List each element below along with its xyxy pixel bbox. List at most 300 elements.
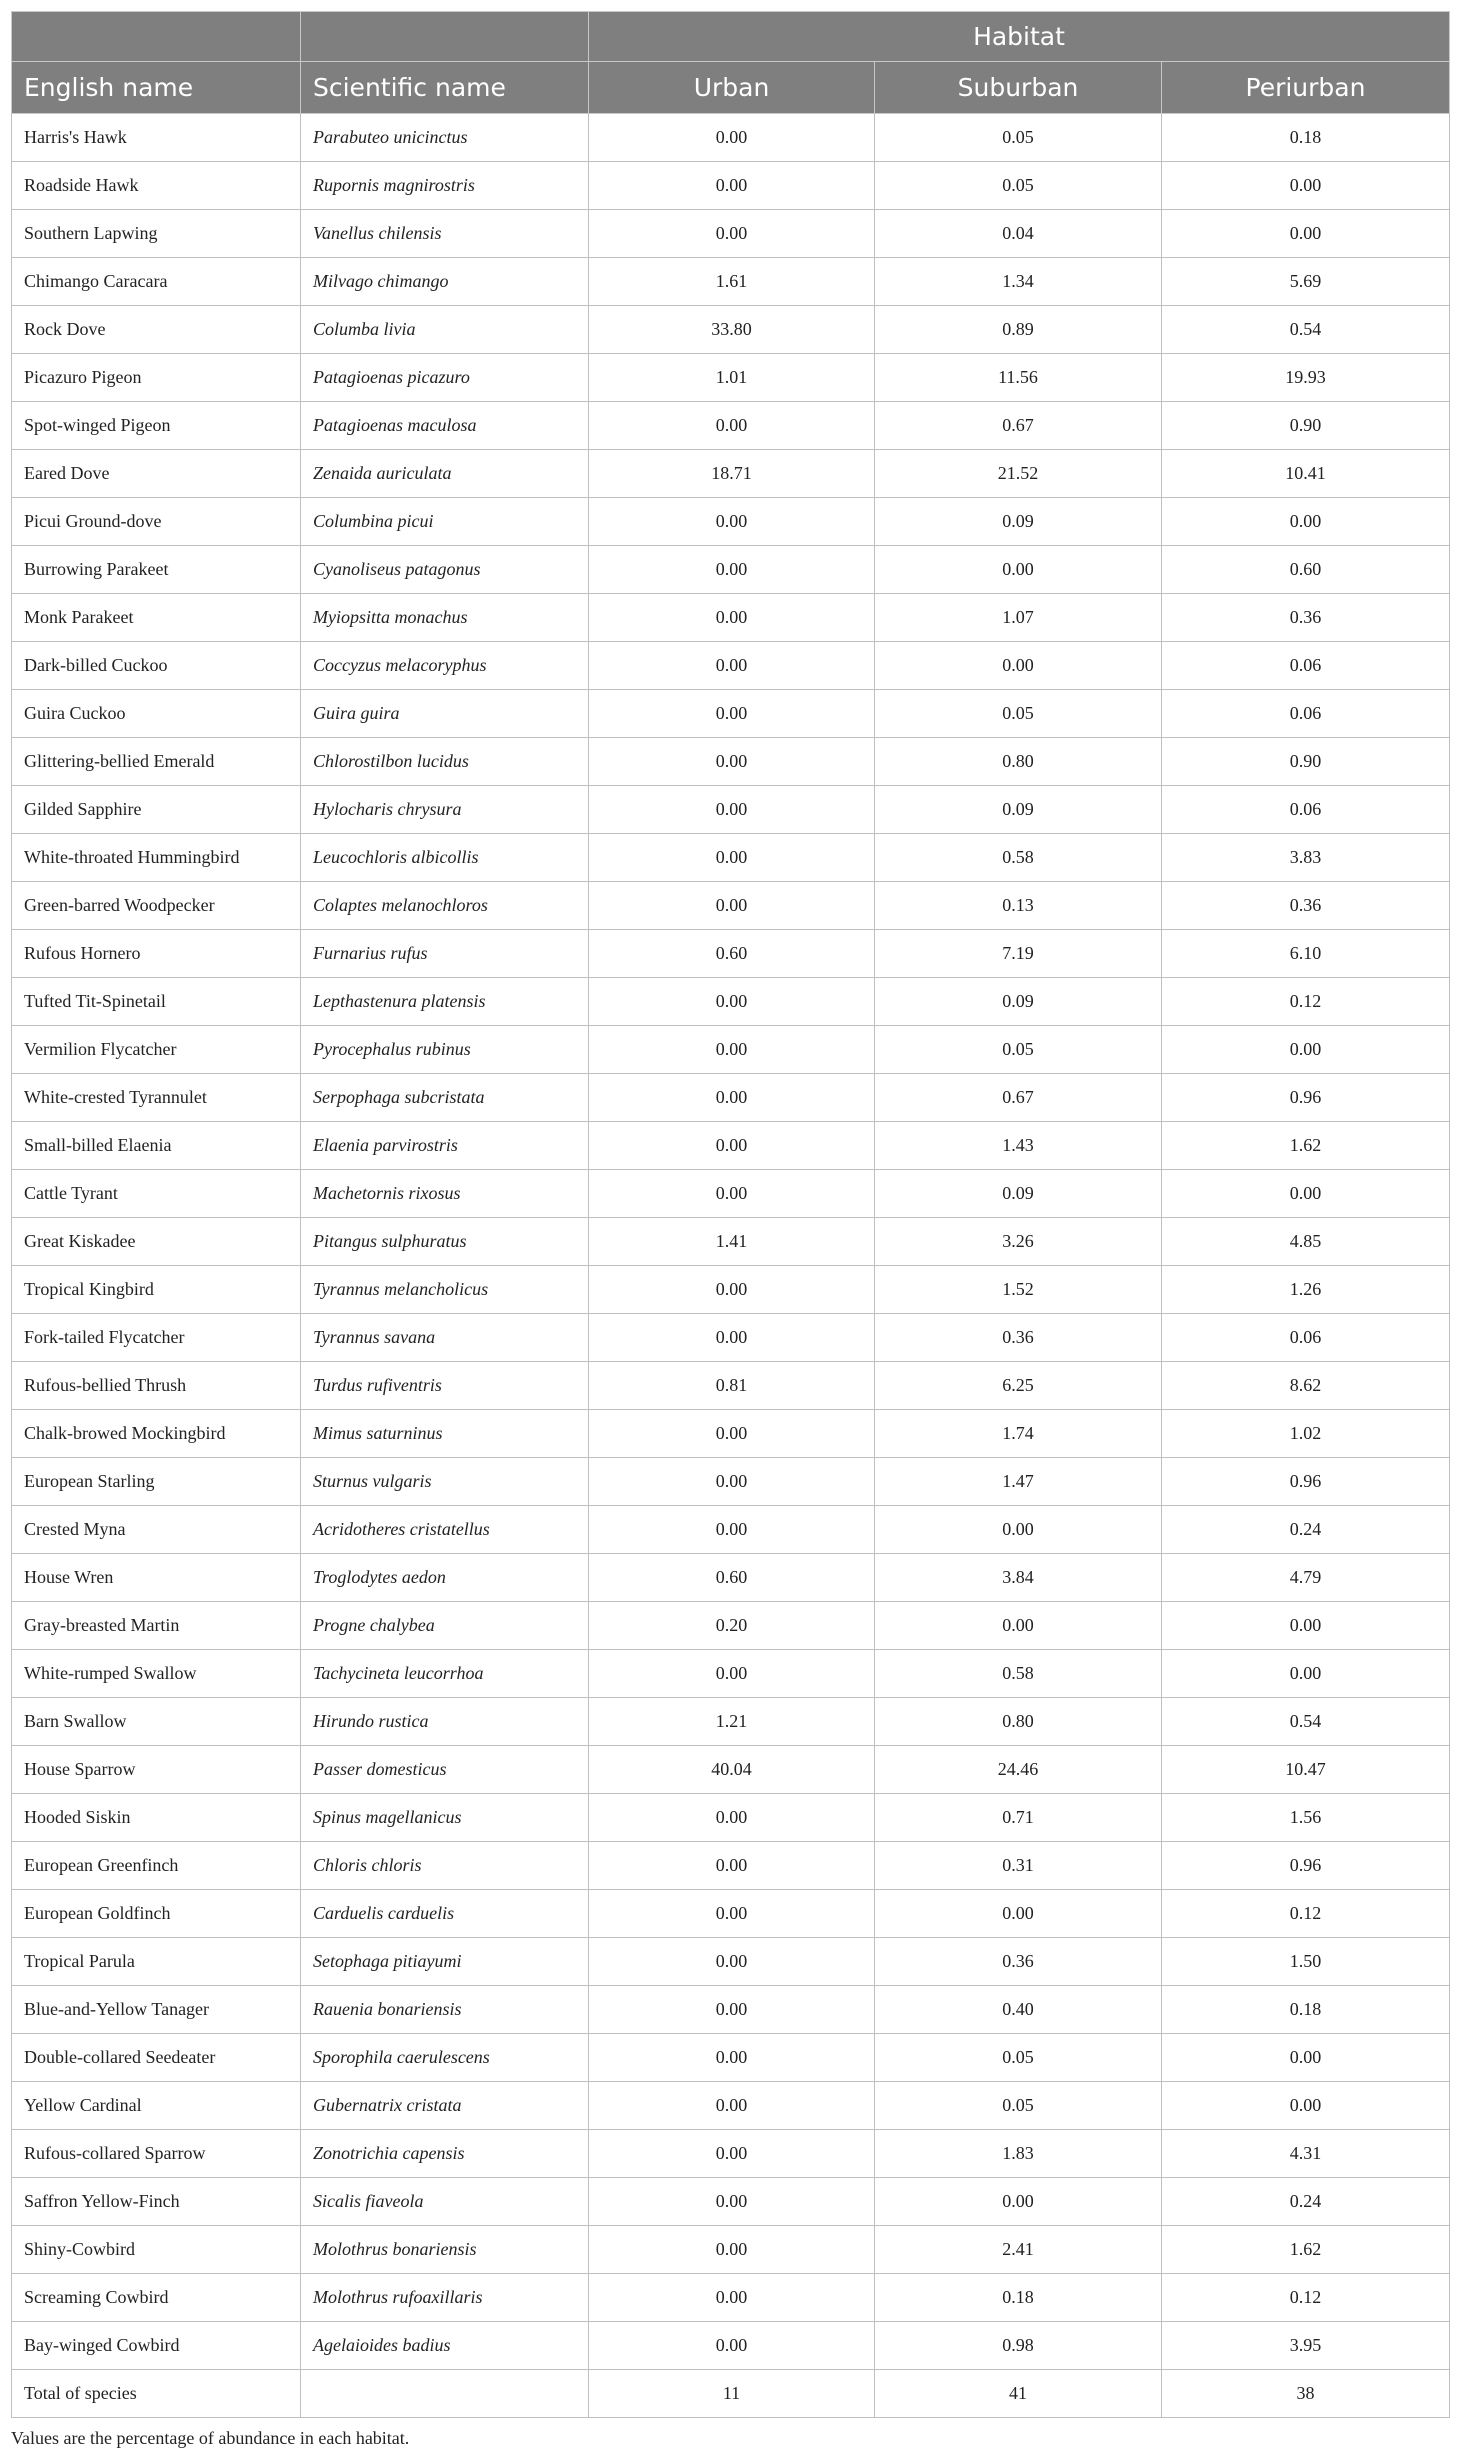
scientific-name-cell: Vanellus chilensis bbox=[301, 210, 589, 258]
urban-value-cell: 0.00 bbox=[589, 2226, 875, 2274]
english-name-cell: Hooded Siskin bbox=[12, 1794, 301, 1842]
urban-value-cell: 18.71 bbox=[589, 450, 875, 498]
table-row bbox=[12, 210, 1450, 258]
urban-value-cell: 0.00 bbox=[589, 402, 875, 450]
suburban-value-cell: 0.00 bbox=[875, 2178, 1162, 2226]
english-name-cell: Fork-tailed Flycatcher bbox=[12, 1314, 301, 1362]
periurban-value-cell: 4.79 bbox=[1162, 1554, 1450, 1602]
urban-value-cell: 0.00 bbox=[589, 2082, 875, 2130]
table-row bbox=[12, 2274, 1450, 2322]
periurban-value-cell: 0.36 bbox=[1162, 594, 1450, 642]
scientific-name-cell: Myiopsitta monachus bbox=[301, 594, 589, 642]
suburban-value-cell: 1.47 bbox=[875, 1458, 1162, 1506]
english-name-cell: Screaming Cowbird bbox=[12, 2274, 301, 2322]
periurban-value-cell: 0.00 bbox=[1162, 2082, 1450, 2130]
english-name-cell: Green-barred Woodpecker bbox=[12, 882, 301, 930]
periurban-value-cell: 1.62 bbox=[1162, 1122, 1450, 1170]
table-row bbox=[12, 1842, 1450, 1890]
english-name-cell: Rufous Hornero bbox=[12, 930, 301, 978]
scientific-name-cell: Troglodytes aedon bbox=[301, 1554, 589, 1602]
urban-value-cell: 0.00 bbox=[589, 690, 875, 738]
urban-value-cell: 0.00 bbox=[589, 2274, 875, 2322]
suburban-value-cell: 2.41 bbox=[875, 2226, 1162, 2274]
periurban-value-cell: 3.95 bbox=[1162, 2322, 1450, 2370]
urban-value-cell: 0.81 bbox=[589, 1362, 875, 1410]
table-row bbox=[12, 1506, 1450, 1554]
scientific-name-cell: Tyrannus savana bbox=[301, 1314, 589, 1362]
suburban-value-cell: 0.36 bbox=[875, 1938, 1162, 1986]
scientific-name-cell: Sicalis fiaveola bbox=[301, 2178, 589, 2226]
scientific-name-cell: Zenaida auriculata bbox=[301, 450, 589, 498]
scientific-name-cell: Agelaioides badius bbox=[301, 2322, 589, 2370]
table-row bbox=[12, 2034, 1450, 2082]
table-row bbox=[12, 2130, 1450, 2178]
suburban-value-cell: 7.19 bbox=[875, 930, 1162, 978]
periurban-value-cell: 0.96 bbox=[1162, 1458, 1450, 1506]
urban-value-cell: 1.41 bbox=[589, 1218, 875, 1266]
scientific-name-cell: Carduelis carduelis bbox=[301, 1890, 589, 1938]
suburban-value-cell: 0.71 bbox=[875, 1794, 1162, 1842]
english-name-cell: Burrowing Parakeet bbox=[12, 546, 301, 594]
table-header bbox=[12, 12, 1450, 114]
scientific-name-cell: Sporophila caerulescens bbox=[301, 2034, 589, 2082]
english-name-cell: Rufous-bellied Thrush bbox=[12, 1362, 301, 1410]
header-empty-cell bbox=[12, 12, 301, 62]
table-row bbox=[12, 498, 1450, 546]
periurban-value-cell: 1.56 bbox=[1162, 1794, 1450, 1842]
table-row bbox=[12, 1074, 1450, 1122]
urban-value-cell: 40.04 bbox=[589, 1746, 875, 1794]
suburban-value-cell: 0.05 bbox=[875, 2082, 1162, 2130]
scientific-name-cell: Patagioenas picazuro bbox=[301, 354, 589, 402]
urban-value-cell: 0.00 bbox=[589, 1266, 875, 1314]
english-name-cell: Roadside Hawk bbox=[12, 162, 301, 210]
header-urban: Urban bbox=[589, 62, 875, 114]
urban-value-cell: 0.00 bbox=[589, 594, 875, 642]
urban-value-cell: 0.00 bbox=[589, 1314, 875, 1362]
table-row bbox=[12, 2178, 1450, 2226]
table-row bbox=[12, 786, 1450, 834]
periurban-value-cell: 1.02 bbox=[1162, 1410, 1450, 1458]
suburban-value-cell: 0.00 bbox=[875, 642, 1162, 690]
english-name-cell: Double-collared Seedeater bbox=[12, 2034, 301, 2082]
periurban-value-cell: 0.00 bbox=[1162, 1650, 1450, 1698]
scientific-name-cell: Machetornis rixosus bbox=[301, 1170, 589, 1218]
urban-value-cell: 0.20 bbox=[589, 1602, 875, 1650]
suburban-value-cell: 0.58 bbox=[875, 834, 1162, 882]
english-name-cell: Southern Lapwing bbox=[12, 210, 301, 258]
header-habitat: Habitat bbox=[589, 12, 1450, 62]
urban-value-cell: 11 bbox=[589, 2370, 875, 2418]
urban-value-cell: 0.00 bbox=[589, 786, 875, 834]
periurban-value-cell: 0.00 bbox=[1162, 1170, 1450, 1218]
table-row bbox=[12, 834, 1450, 882]
english-name-cell: Vermilion Flycatcher bbox=[12, 1026, 301, 1074]
suburban-value-cell: 41 bbox=[875, 2370, 1162, 2418]
english-name-cell: Total of species bbox=[12, 2370, 301, 2418]
urban-value-cell: 0.00 bbox=[589, 642, 875, 690]
periurban-value-cell: 0.24 bbox=[1162, 2178, 1450, 2226]
periurban-value-cell: 0.00 bbox=[1162, 1602, 1450, 1650]
urban-value-cell: 0.00 bbox=[589, 114, 875, 162]
suburban-value-cell: 0.05 bbox=[875, 114, 1162, 162]
scientific-name-cell: Rupornis magnirostris bbox=[301, 162, 589, 210]
suburban-value-cell: 0.40 bbox=[875, 1986, 1162, 2034]
suburban-value-cell: 24.46 bbox=[875, 1746, 1162, 1794]
scientific-name-cell: Cyanoliseus patagonus bbox=[301, 546, 589, 594]
table-row bbox=[12, 2082, 1450, 2130]
english-name-cell: Guira Cuckoo bbox=[12, 690, 301, 738]
suburban-value-cell: 0.05 bbox=[875, 1026, 1162, 1074]
table-row bbox=[12, 2370, 1450, 2418]
table-row bbox=[12, 354, 1450, 402]
english-name-cell: Glittering-bellied Emerald bbox=[12, 738, 301, 786]
suburban-value-cell: 0.00 bbox=[875, 1602, 1162, 1650]
header-columns-row bbox=[12, 62, 1450, 114]
scientific-name-cell: Pyrocephalus rubinus bbox=[301, 1026, 589, 1074]
table-row bbox=[12, 1458, 1450, 1506]
urban-value-cell: 0.00 bbox=[589, 498, 875, 546]
english-name-cell: European Greenfinch bbox=[12, 1842, 301, 1890]
table-footnote: Values are the percentage of abundance in each habitat. bbox=[11, 2428, 410, 2448]
english-name-cell: Picui Ground-dove bbox=[12, 498, 301, 546]
table-row bbox=[12, 738, 1450, 786]
suburban-value-cell: 1.74 bbox=[875, 1410, 1162, 1458]
table-row bbox=[12, 1602, 1450, 1650]
english-name-cell: Cattle Tyrant bbox=[12, 1170, 301, 1218]
scientific-name-cell: Gubernatrix cristata bbox=[301, 2082, 589, 2130]
urban-value-cell: 0.00 bbox=[589, 546, 875, 594]
english-name-cell: Monk Parakeet bbox=[12, 594, 301, 642]
english-name-cell: Shiny-Cowbird bbox=[12, 2226, 301, 2274]
urban-value-cell: 1.01 bbox=[589, 354, 875, 402]
table-row bbox=[12, 882, 1450, 930]
table-row bbox=[12, 1218, 1450, 1266]
periurban-value-cell: 0.12 bbox=[1162, 2274, 1450, 2322]
urban-value-cell: 0.00 bbox=[589, 1410, 875, 1458]
table-row bbox=[12, 306, 1450, 354]
table-row bbox=[12, 690, 1450, 738]
scientific-name-cell: Furnarius rufus bbox=[301, 930, 589, 978]
periurban-value-cell: 38 bbox=[1162, 2370, 1450, 2418]
table-row bbox=[12, 1698, 1450, 1746]
urban-value-cell: 1.61 bbox=[589, 258, 875, 306]
periurban-value-cell: 0.00 bbox=[1162, 2034, 1450, 2082]
periurban-value-cell: 0.12 bbox=[1162, 1890, 1450, 1938]
species-abundance-table bbox=[11, 11, 1450, 2418]
suburban-value-cell: 0.13 bbox=[875, 882, 1162, 930]
english-name-cell: Small-billed Elaenia bbox=[12, 1122, 301, 1170]
suburban-value-cell: 3.26 bbox=[875, 1218, 1162, 1266]
urban-value-cell: 0.00 bbox=[589, 834, 875, 882]
scientific-name-cell: Tachycineta leucorrhoa bbox=[301, 1650, 589, 1698]
periurban-value-cell: 5.69 bbox=[1162, 258, 1450, 306]
scientific-name-cell: Milvago chimango bbox=[301, 258, 589, 306]
periurban-value-cell: 3.83 bbox=[1162, 834, 1450, 882]
table-row bbox=[12, 1746, 1450, 1794]
urban-value-cell: 0.00 bbox=[589, 2322, 875, 2370]
periurban-value-cell: 0.96 bbox=[1162, 1074, 1450, 1122]
english-name-cell: Great Kiskadee bbox=[12, 1218, 301, 1266]
english-name-cell: House Wren bbox=[12, 1554, 301, 1602]
table-row bbox=[12, 450, 1450, 498]
urban-value-cell: 0.00 bbox=[589, 1026, 875, 1074]
scientific-name-cell: Guira guira bbox=[301, 690, 589, 738]
urban-value-cell: 0.00 bbox=[589, 1122, 875, 1170]
scientific-name-cell: Molothrus bonariensis bbox=[301, 2226, 589, 2274]
suburban-value-cell: 0.09 bbox=[875, 786, 1162, 834]
urban-value-cell: 0.00 bbox=[589, 1458, 875, 1506]
english-name-cell: Chalk-browed Mockingbird bbox=[12, 1410, 301, 1458]
header-suburban: Suburban bbox=[875, 62, 1162, 114]
english-name-cell: Tufted Tit-Spinetail bbox=[12, 978, 301, 1026]
suburban-value-cell: 0.00 bbox=[875, 1506, 1162, 1554]
periurban-value-cell: 4.31 bbox=[1162, 2130, 1450, 2178]
urban-value-cell: 0.00 bbox=[589, 2034, 875, 2082]
table-row bbox=[12, 1890, 1450, 1938]
table-row bbox=[12, 2322, 1450, 2370]
english-name-cell: Chimango Caracara bbox=[12, 258, 301, 306]
english-name-cell: European Starling bbox=[12, 1458, 301, 1506]
header-group-row bbox=[12, 12, 1450, 62]
suburban-value-cell: 1.83 bbox=[875, 2130, 1162, 2178]
scientific-name-cell: Rauenia bonariensis bbox=[301, 1986, 589, 2034]
suburban-value-cell: 3.84 bbox=[875, 1554, 1162, 1602]
periurban-value-cell: 1.50 bbox=[1162, 1938, 1450, 1986]
table-row bbox=[12, 1170, 1450, 1218]
english-name-cell: Barn Swallow bbox=[12, 1698, 301, 1746]
scientific-name-cell: Spinus magellanicus bbox=[301, 1794, 589, 1842]
suburban-value-cell: 1.52 bbox=[875, 1266, 1162, 1314]
periurban-value-cell: 0.00 bbox=[1162, 162, 1450, 210]
suburban-value-cell: 0.58 bbox=[875, 1650, 1162, 1698]
english-name-cell: Dark-billed Cuckoo bbox=[12, 642, 301, 690]
urban-value-cell: 0.00 bbox=[589, 1986, 875, 2034]
scientific-name-cell: Serpophaga subcristata bbox=[301, 1074, 589, 1122]
scientific-name-cell: Hylocharis chrysura bbox=[301, 786, 589, 834]
suburban-value-cell: 0.67 bbox=[875, 1074, 1162, 1122]
scientific-name-cell: Columbina picui bbox=[301, 498, 589, 546]
periurban-value-cell: 0.90 bbox=[1162, 738, 1450, 786]
scientific-name-cell: Sturnus vulgaris bbox=[301, 1458, 589, 1506]
table-row bbox=[12, 978, 1450, 1026]
periurban-value-cell: 0.24 bbox=[1162, 1506, 1450, 1554]
scientific-name-cell: Mimus saturninus bbox=[301, 1410, 589, 1458]
urban-value-cell: 0.00 bbox=[589, 1506, 875, 1554]
urban-value-cell: 0.00 bbox=[589, 1794, 875, 1842]
periurban-value-cell: 0.06 bbox=[1162, 1314, 1450, 1362]
suburban-value-cell: 1.34 bbox=[875, 258, 1162, 306]
scientific-name-cell: Hirundo rustica bbox=[301, 1698, 589, 1746]
periurban-value-cell: 0.36 bbox=[1162, 882, 1450, 930]
table-row bbox=[12, 1650, 1450, 1698]
periurban-value-cell: 0.06 bbox=[1162, 690, 1450, 738]
urban-value-cell: 0.00 bbox=[589, 882, 875, 930]
urban-value-cell: 0.00 bbox=[589, 1650, 875, 1698]
urban-value-cell: 33.80 bbox=[589, 306, 875, 354]
scientific-name-cell: Tyrannus melancholicus bbox=[301, 1266, 589, 1314]
table-row bbox=[12, 546, 1450, 594]
scientific-name-cell: Elaenia parvirostris bbox=[301, 1122, 589, 1170]
scientific-name-cell: Acridotheres cristatellus bbox=[301, 1506, 589, 1554]
english-name-cell: White-throated Hummingbird bbox=[12, 834, 301, 882]
periurban-value-cell: 19.93 bbox=[1162, 354, 1450, 402]
suburban-value-cell: 0.36 bbox=[875, 1314, 1162, 1362]
urban-value-cell: 0.00 bbox=[589, 210, 875, 258]
scientific-name-cell: Lepthastenura platensis bbox=[301, 978, 589, 1026]
table-row bbox=[12, 1794, 1450, 1842]
scientific-name-cell: Patagioenas maculosa bbox=[301, 402, 589, 450]
english-name-cell: Crested Myna bbox=[12, 1506, 301, 1554]
table-row bbox=[12, 2226, 1450, 2274]
table-row bbox=[12, 1122, 1450, 1170]
english-name-cell: Spot-winged Pigeon bbox=[12, 402, 301, 450]
english-name-cell: European Goldfinch bbox=[12, 1890, 301, 1938]
suburban-value-cell: 0.05 bbox=[875, 690, 1162, 738]
english-name-cell: Tropical Parula bbox=[12, 1938, 301, 1986]
english-name-cell: Rock Dove bbox=[12, 306, 301, 354]
scientific-name-cell: Setophaga pitiayumi bbox=[301, 1938, 589, 1986]
scientific-name-cell: Passer domesticus bbox=[301, 1746, 589, 1794]
table-row bbox=[12, 1986, 1450, 2034]
periurban-value-cell: 0.60 bbox=[1162, 546, 1450, 594]
periurban-value-cell: 1.62 bbox=[1162, 2226, 1450, 2274]
table-body bbox=[12, 114, 1450, 2418]
suburban-value-cell: 0.31 bbox=[875, 1842, 1162, 1890]
table-row bbox=[12, 1410, 1450, 1458]
scientific-name-cell: Turdus rufiventris bbox=[301, 1362, 589, 1410]
english-name-cell: Gilded Sapphire bbox=[12, 786, 301, 834]
urban-value-cell: 1.21 bbox=[589, 1698, 875, 1746]
periurban-value-cell: 4.85 bbox=[1162, 1218, 1450, 1266]
english-name-cell: Bay-winged Cowbird bbox=[12, 2322, 301, 2370]
table-row bbox=[12, 1314, 1450, 1362]
urban-value-cell: 0.00 bbox=[589, 738, 875, 786]
scientific-name-cell: Parabuteo unicinctus bbox=[301, 114, 589, 162]
periurban-value-cell: 0.18 bbox=[1162, 1986, 1450, 2034]
suburban-value-cell: 0.80 bbox=[875, 738, 1162, 786]
scientific-name-cell: Progne chalybea bbox=[301, 1602, 589, 1650]
header-periurban: Periurban bbox=[1162, 62, 1450, 114]
suburban-value-cell: 0.00 bbox=[875, 546, 1162, 594]
urban-value-cell: 0.00 bbox=[589, 1074, 875, 1122]
table-row bbox=[12, 1938, 1450, 1986]
urban-value-cell: 0.00 bbox=[589, 1842, 875, 1890]
suburban-value-cell: 0.09 bbox=[875, 498, 1162, 546]
periurban-value-cell: 0.54 bbox=[1162, 1698, 1450, 1746]
periurban-value-cell: 0.00 bbox=[1162, 210, 1450, 258]
periurban-value-cell: 0.12 bbox=[1162, 978, 1450, 1026]
suburban-value-cell: 0.18 bbox=[875, 2274, 1162, 2322]
periurban-value-cell: 8.62 bbox=[1162, 1362, 1450, 1410]
suburban-value-cell: 0.67 bbox=[875, 402, 1162, 450]
periurban-value-cell: 0.18 bbox=[1162, 114, 1450, 162]
scientific-name-cell: Colaptes melanochloros bbox=[301, 882, 589, 930]
scientific-name-cell: Leucochloris albicollis bbox=[301, 834, 589, 882]
periurban-value-cell: 6.10 bbox=[1162, 930, 1450, 978]
urban-value-cell: 0.00 bbox=[589, 978, 875, 1026]
scientific-name-cell: Chloris chloris bbox=[301, 1842, 589, 1890]
english-name-cell: Tropical Kingbird bbox=[12, 1266, 301, 1314]
species-abundance-table-container bbox=[11, 11, 1449, 2449]
suburban-value-cell: 11.56 bbox=[875, 354, 1162, 402]
table-row bbox=[12, 594, 1450, 642]
suburban-value-cell: 0.04 bbox=[875, 210, 1162, 258]
table-row bbox=[12, 162, 1450, 210]
suburban-value-cell: 0.00 bbox=[875, 1890, 1162, 1938]
table-row bbox=[12, 1362, 1450, 1410]
suburban-value-cell: 0.80 bbox=[875, 1698, 1162, 1746]
suburban-value-cell: 21.52 bbox=[875, 450, 1162, 498]
suburban-value-cell: 0.05 bbox=[875, 2034, 1162, 2082]
english-name-cell: Picazuro Pigeon bbox=[12, 354, 301, 402]
suburban-value-cell: 6.25 bbox=[875, 1362, 1162, 1410]
periurban-value-cell: 0.06 bbox=[1162, 786, 1450, 834]
urban-value-cell: 0.60 bbox=[589, 930, 875, 978]
scientific-name-cell bbox=[301, 2370, 589, 2418]
table-row bbox=[12, 1026, 1450, 1074]
periurban-value-cell: 10.41 bbox=[1162, 450, 1450, 498]
suburban-value-cell: 1.43 bbox=[875, 1122, 1162, 1170]
header-english-name: English name bbox=[12, 62, 301, 114]
header-empty-cell bbox=[301, 12, 589, 62]
english-name-cell: Blue-and-Yellow Tanager bbox=[12, 1986, 301, 2034]
periurban-value-cell: 0.96 bbox=[1162, 1842, 1450, 1890]
suburban-value-cell: 0.09 bbox=[875, 978, 1162, 1026]
urban-value-cell: 0.00 bbox=[589, 2178, 875, 2226]
urban-value-cell: 0.00 bbox=[589, 1938, 875, 1986]
table-row bbox=[12, 642, 1450, 690]
scientific-name-cell: Coccyzus melacoryphus bbox=[301, 642, 589, 690]
periurban-value-cell: 0.00 bbox=[1162, 1026, 1450, 1074]
scientific-name-cell: Molothrus rufoaxillaris bbox=[301, 2274, 589, 2322]
table-row bbox=[12, 402, 1450, 450]
header-scientific-name: Scientific name bbox=[301, 62, 589, 114]
table-row bbox=[12, 114, 1450, 162]
periurban-value-cell: 10.47 bbox=[1162, 1746, 1450, 1794]
urban-value-cell: 0.00 bbox=[589, 1890, 875, 1938]
english-name-cell: White-rumped Swallow bbox=[12, 1650, 301, 1698]
urban-value-cell: 0.00 bbox=[589, 2130, 875, 2178]
english-name-cell: House Sparrow bbox=[12, 1746, 301, 1794]
table-row bbox=[12, 1266, 1450, 1314]
urban-value-cell: 0.00 bbox=[589, 1170, 875, 1218]
english-name-cell: Eared Dove bbox=[12, 450, 301, 498]
scientific-name-cell: Pitangus sulphuratus bbox=[301, 1218, 589, 1266]
suburban-value-cell: 0.05 bbox=[875, 162, 1162, 210]
suburban-value-cell: 0.09 bbox=[875, 1170, 1162, 1218]
periurban-value-cell: 0.06 bbox=[1162, 642, 1450, 690]
table-row bbox=[12, 258, 1450, 306]
scientific-name-cell: Columba livia bbox=[301, 306, 589, 354]
suburban-value-cell: 0.89 bbox=[875, 306, 1162, 354]
english-name-cell: Rufous-collared Sparrow bbox=[12, 2130, 301, 2178]
periurban-value-cell: 0.00 bbox=[1162, 498, 1450, 546]
urban-value-cell: 0.00 bbox=[589, 162, 875, 210]
table-row bbox=[12, 1554, 1450, 1602]
english-name-cell: Saffron Yellow-Finch bbox=[12, 2178, 301, 2226]
suburban-value-cell: 0.98 bbox=[875, 2322, 1162, 2370]
scientific-name-cell: Chlorostilbon lucidus bbox=[301, 738, 589, 786]
periurban-value-cell: 1.26 bbox=[1162, 1266, 1450, 1314]
suburban-value-cell: 1.07 bbox=[875, 594, 1162, 642]
periurban-value-cell: 0.90 bbox=[1162, 402, 1450, 450]
table-row bbox=[12, 930, 1450, 978]
urban-value-cell: 0.60 bbox=[589, 1554, 875, 1602]
scientific-name-cell: Zonotrichia capensis bbox=[301, 2130, 589, 2178]
english-name-cell: Harris's Hawk bbox=[12, 114, 301, 162]
english-name-cell: White-crested Tyrannulet bbox=[12, 1074, 301, 1122]
